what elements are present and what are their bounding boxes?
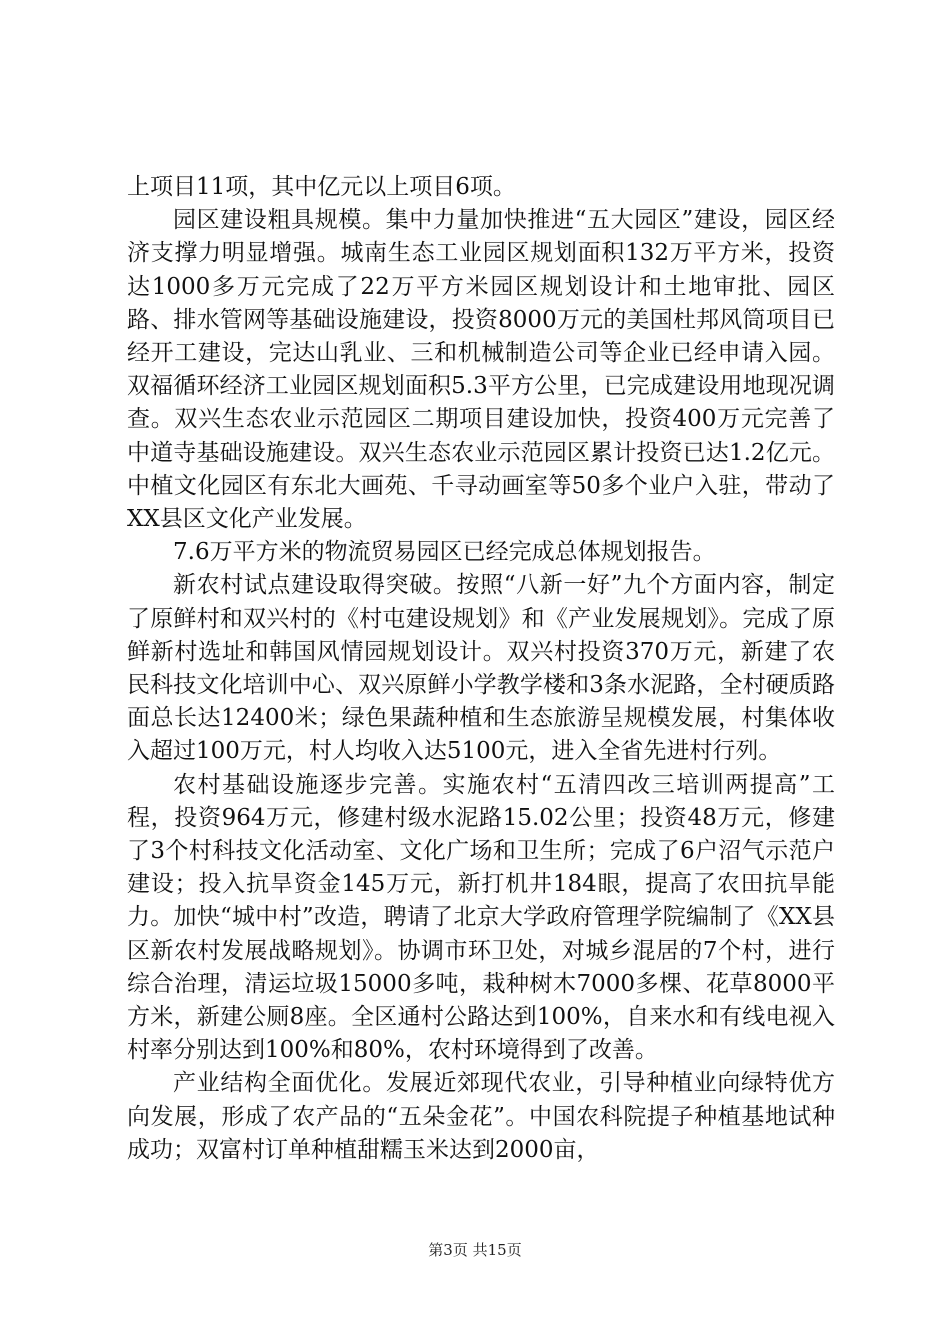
paragraph-industry-structure: 产业结构全面优化。发展近郊现代农业，引导种植业向绿特优方向发展，形成了农产品的“五朵金花”。中国农科院提子种植基地试种成功；双富村订单种植甜糯玉米达到2000亩， <box>127 1070 835 1163</box>
paragraph-rural-infrastructure: 农村基础设施逐步完善。实施农村“五清四改三培训两提高”工程，投资964万元，修建村级水泥路15.02公里；投资48万元，修建了3个村科技文化活动室、文化广场和卫生所；完成了6户沼气示范户建设；投入抗旱资金145万元，新打机井184眼，提高了农田抗旱能力。加快“城中村”改造，聘请了北京大学政府管理学院编制了《XX县区新农村发展战略规划》。协调市环卫处，对城乡混居的7个村，进行综合治理，清运垃圾15000多吨，栽种树木7000多棵、花草8000平方米，新建公厕8座。全区通村公路达到100%，自来水和有线电视入村率分别达到100%和80%，农村环境得到了改善。 <box>127 771 835 1064</box>
page-number-footer: 第3页 共15页 <box>428 1241 522 1259</box>
paragraph-industrial-parks: 园区建设粗具规模。集中力量加快推进“五大园区”建设，园区经济支撑力明显增强。城南生态工业园区规划面积132万平方米，投资达1000多万元完成了22万平方米园区规划设计和土地审批、园区路、排水管网等基础设施建设，投资8000万元的美国杜邦风筒项目已经开工建设，完达山乳业、三和机械制造公司等企业已经申请入园。双福循环经济工业园区规划面积5.3平方公里，已完成建设用地现况调查。双兴生态农业示范园区二期项目建设加快，投资400万元完善了中道寺基础设施建设。双兴生态农业示范园区累计投资已达1.2亿元。中植文化园区有东北大画苑、千寻动画室等50多个业户入驻，带动了XX县区文化产业发展。 <box>127 207 835 533</box>
paragraph-logistics-park: 7.6万平方米的物流贸易园区已经完成总体规划报告。 <box>173 539 716 566</box>
paragraph-new-village-pilot: 新农村试点建设取得突破。按照“八新一好”九个方面内容，制定了原鲜村和双兴村的《村屯建设规划》和《产业发展规划》。完成了原鲜新村选址和韩国风情园规划设计。双兴村投资370万元，新建了农民科技文化培训中心、双兴原鲜小学教学楼和3条水泥路，全村硬质路面总长达12400米；绿色果蔬种植和生态旅游呈规模发展，村集体收入超过100万元，村人均收入达5100元，进入全省先进村行列。 <box>127 572 835 765</box>
document-body <box>127 171 835 1167</box>
paragraph-continuation: 上项目11项，其中亿元以上项目6项。 <box>127 174 516 200</box>
